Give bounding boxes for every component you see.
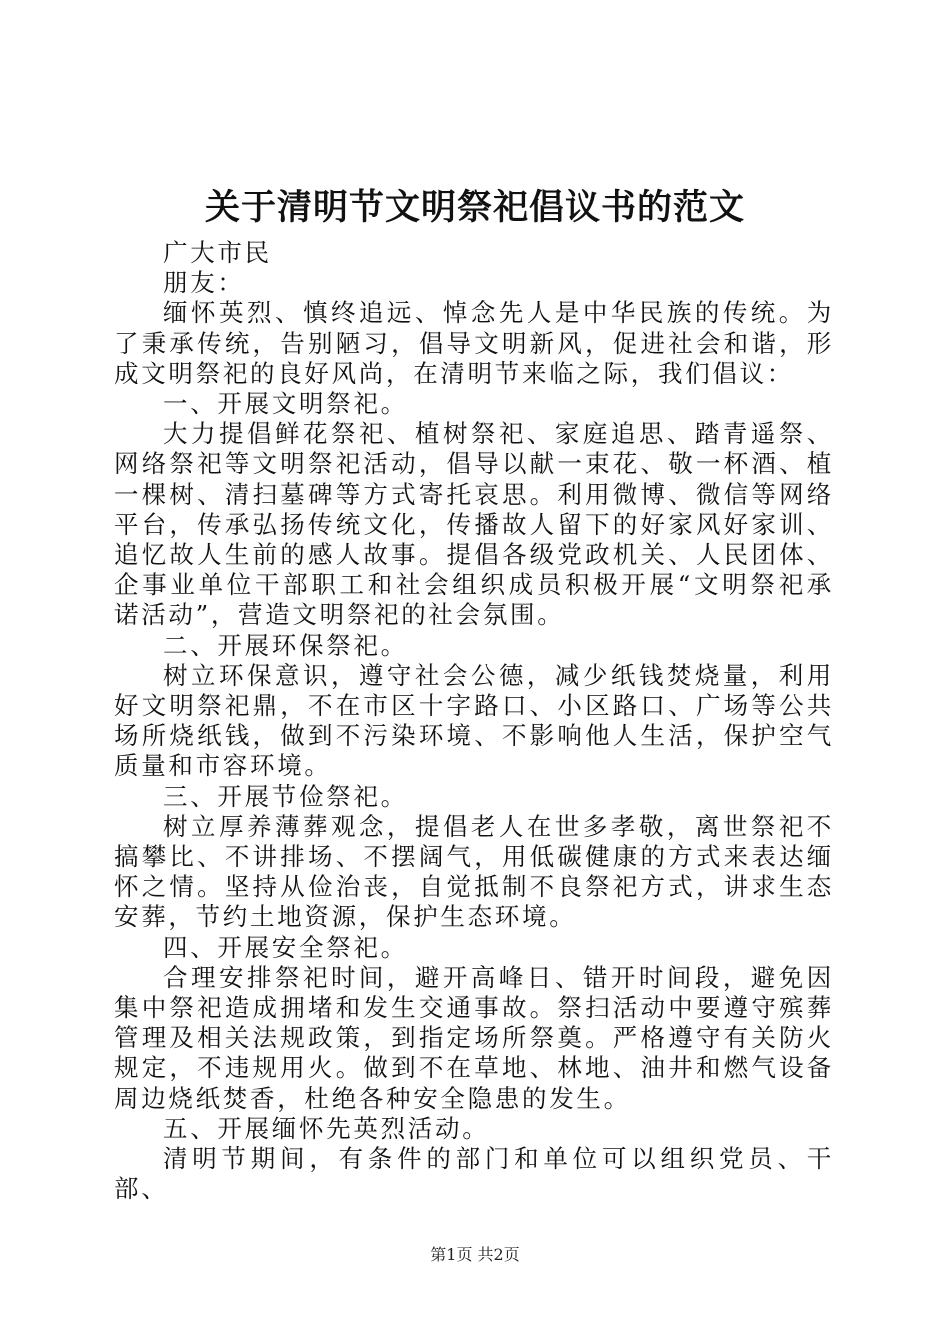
- section-paragraph-4: 合理安排祭祀时间，避开高峰日、错开时间段，避免因集中祭祀造成拥堵和发生交通事故。祭扫活动中要遵守殡葬管理及相关法规政策，到指定场所祭奠。严格遵守有关防火规定，不违规用火。做到不在草地、林地、油井和燃气设备周边烧纸焚香，杜绝各种安全隐患的发生。: [114, 962, 834, 1113]
- section-heading-3: 三、开展节俭祭祀。: [163, 781, 408, 811]
- section-heading-4: 四、开展安全祭祀。: [163, 932, 408, 962]
- salutation-line-1: 广大市民: [163, 238, 272, 267]
- section-heading-2: 二、开展环保祭祀。: [163, 630, 408, 660]
- document-body: [114, 238, 834, 1205]
- section-paragraph-1: 大力提倡鲜花祭祀、植树祭祀、家庭追思、踏青遥祭、网络祭祀等文明祭祀活动，倡导以献一束花、敬一杯酒、植一棵树、清扫墓碑等方式寄托哀思。利用微博、微信等网络平台，传承弘扬传统文化，传播故人留下的好家风好家训、追忆故人生前的感人故事。提倡各级党政机关、人民团体、企事业单位干部职工和社会组织成员积极开展“文明祭祀承诺活动”，营造文明祭祀的社会氛围。: [114, 419, 834, 630]
- page-footer: 第1页 共2页: [430, 1245, 520, 1264]
- document-title: 关于清明节文明祭祀倡议书的范文: [204, 187, 745, 228]
- section-paragraph-2: 树立环保意识，遵守社会公德，减少纸钱焚烧量，利用好文明祭祀鼎，不在市区十字路口、小区路口、广场等公共场所烧纸钱，做到不污染环境、不影响他人生活，保护空气质量和市容环境。: [114, 660, 834, 781]
- salutation-line-2: 朋友：: [163, 268, 245, 298]
- section-heading-1: 一、开展文明祭祀。: [163, 389, 408, 419]
- section-paragraph-3: 树立厚养薄葬观念，提倡老人在世多孝敬，离世祭祀不搞攀比、不讲排场、不摆阔气，用低碳健康的方式来表达缅怀之情。坚持从俭治丧，自觉抵制不良祭祀方式，讲求生态安葬，节约土地资源，保护生态环境。: [114, 811, 834, 932]
- section-paragraph-5: 清明节期间，有条件的部门和单位可以组织党员、干部、: [114, 1144, 834, 1204]
- section-heading-5: 五、开展缅怀先英烈活动。: [163, 1113, 490, 1143]
- intro-paragraph: 缅怀英烈、慎终追远、悼念先人是中华民族的传统。为了秉承传统，告别陋习，倡导文明新风，促进社会和谐，形成文明祭祀的良好风尚，在清明节来临之际，我们倡议：: [114, 298, 834, 388]
